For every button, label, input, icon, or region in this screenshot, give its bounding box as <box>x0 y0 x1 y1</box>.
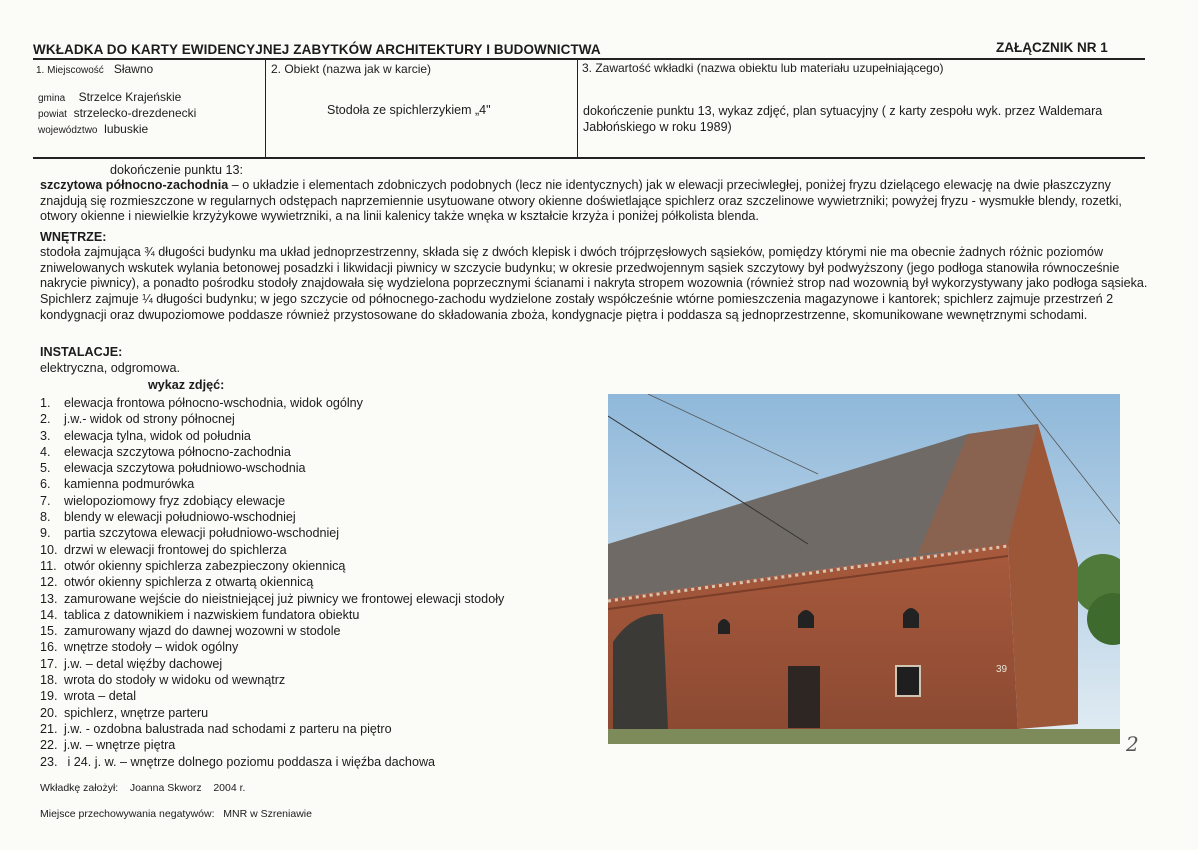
list-item-number: 1. <box>40 396 51 410</box>
table-top-rule <box>33 58 1145 60</box>
barn-illustration <box>608 394 1120 744</box>
section-installations-heading: INSTALACJE: <box>40 345 123 359</box>
list-item <box>40 525 504 541</box>
list-item-text: j.w. – detal więźby dachowej <box>64 656 223 671</box>
barn-photo <box>608 394 1120 744</box>
building-number: 39 <box>996 664 1008 675</box>
list-item-text: elewacja tylna, widok od południa <box>64 428 251 443</box>
list-item <box>40 428 504 444</box>
section-facade-text: – o układzie i elementach zdobniczych podobnych (lecz nie identycznych) jak w elewacji przeciwległej, poniżej fryzu dzielącego elewację na dwie płaszczyzny znajdują się rozmieszczone w regularnych odstępach naprzemiennie usytuowane otwory okienne doświetlające spichlerz oraz szczelinowe wywietrzniki; powyżej fryzu - wysmukłe blendy, rozetki, otwory okienne i niewielkie krzyżykowe wywietrzniki, a na linii kalenicy także wnęka w kształcie krzyża i poniżej półkolista blenda. <box>40 178 1122 224</box>
section-installations-text: elektryczna, odgromowa. <box>40 361 180 375</box>
list-item-text: elewacja frontowa północno-wschodnia, widok ogólny <box>64 396 363 410</box>
admin-units <box>38 90 196 138</box>
list-item-number: 12. <box>40 575 58 590</box>
object-value: Stodoła ze spichlerzykiem „4" <box>327 103 491 117</box>
list-item-number: 17. <box>40 656 58 671</box>
author-year: 2004 r. <box>213 782 246 794</box>
list-item <box>40 509 504 525</box>
storage-line <box>40 808 312 820</box>
list-item-text: j.w. - ozdobna balustrada nad schodami z parteru na piętro <box>64 721 392 736</box>
list-item <box>40 395 504 411</box>
list-item-number: 16. <box>40 640 58 655</box>
list-item <box>40 705 504 721</box>
locality-value: Sławno <box>113 62 154 76</box>
list-item <box>40 460 504 476</box>
content-value: dokończenie punktu 13, wykaz zdjęć, plan sytuacyjny ( z karty zespołu wyk. przez Waldemara Jabłońskiego w roku 1989) <box>583 104 1103 134</box>
author-label: Wkładkę założył: <box>40 782 119 794</box>
list-item <box>40 574 504 590</box>
list-item-number: 9. <box>40 526 51 541</box>
list-item <box>40 672 504 688</box>
photo-number-mark: 2 <box>1126 732 1139 756</box>
list-item-text: elewacja szczytowa północno-zachodnia <box>64 444 291 459</box>
list-item-number: 3. <box>40 428 51 443</box>
list-item-text: otwór okienny spichlerza zabezpieczony okiennicą <box>64 558 346 573</box>
list-item <box>40 444 504 460</box>
list-item-number: 15. <box>40 624 58 639</box>
list-item-number: 21. <box>40 721 58 736</box>
list-item <box>40 558 504 574</box>
table-bottom-rule <box>33 157 1145 159</box>
list-item <box>40 542 504 558</box>
list-item-text: j.w. – wnętrze piętra <box>64 738 176 753</box>
list-item <box>40 411 504 427</box>
author-line <box>40 782 245 794</box>
list-item-number: 8. <box>40 510 51 525</box>
list-item-text: otwór okienny spichlerza z otwartą okiennicą <box>64 575 314 590</box>
list-item-number: 5. <box>40 461 51 476</box>
list-item-number: 20. <box>40 705 58 720</box>
list-item <box>40 639 504 655</box>
locality-field <box>36 62 153 78</box>
list-item <box>40 607 504 623</box>
content-label: 3. Zawartość wkładki (nazwa obiektu lub materiału uzupełniającego) <box>582 61 944 75</box>
list-item <box>40 737 504 753</box>
list-item-text: zamurowany wjazd do dawnej wozowni w stodole <box>64 624 341 639</box>
list-item-number: 22. <box>40 738 58 753</box>
table-divider-1 <box>265 58 266 158</box>
section-interior-text: stodoła zajmująca ¾ długości budynku ma układ jednoprzestrzenny, składa się z dwóch klepisk i dwóch trójprzęsłowych sąsieków, pomiędzy którymi nie ma obecnie żadnych różnic poziomów zniwelowanych wskutek wylania betonowej posadzki i likwidacji piwnicy w szczycie budynku; w okresie przedwojennym sąsiek szczytowy był podwyższony (jego podłoga stanowiła równocześnie nakrycie piwnicy), a ponadto pośrodku stodoły znajdowała się wydzielona poprzecznymi ścianami i nakryta stropem wozownia (również strop nad wozownią był wykorzystywany jako podłoga sąsieka. Spichlerz zajmuje ¼ długości budynku; w jego szczycie od północnego-zachodu wydzielone zostały współcześnie wtórne pomieszczenia magazynowe i kantorek; spichlerz zajmuje przestrzeń 2 kondygnacji oraz dwupoziomowe poddasze również przystosowane do składowania zboża, kondygnacje piętra i poddasza są jednoprzestrzenne, skomunikowane wewnętrznymi schodami. <box>40 245 1148 322</box>
photo-list-heading: wykaz zdjęć: <box>148 378 225 392</box>
powiat-label: powiat <box>38 109 67 120</box>
list-item-number: 2. <box>40 412 51 427</box>
list-item-text: wrota do stodoły w widoku od wewnątrz <box>64 673 286 688</box>
document-title: WKŁADKA DO KARTY EWIDENCYJNEJ ZABYTKÓW ARCHITEKTURY I BUDOWNICTWA <box>33 42 601 57</box>
list-item-text: drzwi w elewacji frontowej do spichlerza <box>64 542 287 557</box>
list-item-number: 18. <box>40 673 58 688</box>
list-item-number: 6. <box>40 477 51 492</box>
list-item-number: 11. <box>40 558 57 573</box>
list-item <box>40 688 504 704</box>
section-interior-heading: WNĘTRZE: <box>40 230 107 244</box>
annex-label: ZAŁĄCZNIK NR 1 <box>996 40 1108 55</box>
voivodeship-label: województwo <box>38 125 98 136</box>
list-item-number: 10. <box>40 542 58 557</box>
gmina-label: gmina <box>38 93 66 104</box>
list-item <box>40 476 504 492</box>
list-item-text: kamienna podmurówka <box>64 477 195 492</box>
list-item <box>40 493 504 509</box>
list-item-number: 23. <box>40 754 58 769</box>
list-item-text: partia szczytowa elewacji południowo-wschodniej <box>64 526 340 541</box>
section-facade <box>40 178 1160 225</box>
table-divider-2 <box>577 58 578 158</box>
storage-value: MNR w Szreniawie <box>223 808 312 820</box>
powiat-value: strzelecko-drezdenecki <box>73 106 197 120</box>
list-item-number: 7. <box>40 493 51 508</box>
list-item-text: j.w.- widok od strony północnej <box>64 412 235 427</box>
list-item-text: tablica z datownikiem i nazwiskiem fundatora obiektu <box>64 607 360 622</box>
list-item <box>40 721 504 737</box>
photo-list <box>40 395 504 770</box>
list-item-text: wnętrze stodoły – widok ogólny <box>64 640 239 655</box>
voivodeship-value: lubuskie <box>104 122 149 136</box>
continuation-intro: dokończenie punktu 13: <box>110 163 244 177</box>
storage-label: Miejsce przechowywania negatywów: <box>40 808 215 820</box>
list-item <box>40 754 504 770</box>
locality-label: 1. Miejscowość <box>36 65 104 76</box>
object-label: 2. Obiekt (nazwa jak w karcie) <box>271 62 432 76</box>
list-item-number: 19. <box>40 689 58 704</box>
list-item-text: wrota – detal <box>64 689 137 704</box>
list-item <box>40 591 504 607</box>
list-item <box>40 656 504 672</box>
list-item-text: i 24. j. w. – wnętrze dolnego poziomu poddasza i więźba dachowa <box>64 754 436 769</box>
list-item-number: 14. <box>40 607 58 622</box>
list-item-text: zamurowane wejście do nieistniejącej już piwnicy we frontowej elewacji stodoły <box>64 591 505 606</box>
list-item-number: 4. <box>40 444 51 459</box>
list-item-text: wielopoziomowy fryz zdobiący elewacje <box>64 493 286 508</box>
list-item-text: spichlerz, wnętrze parteru <box>64 705 209 720</box>
list-item <box>40 623 504 639</box>
list-item-text: blendy w elewacji południowo-wschodniej <box>64 510 296 525</box>
section-facade-heading: szczytowa północno-zachodnia <box>40 178 229 192</box>
list-item-number: 13. <box>40 591 58 606</box>
author-name: Joanna Skworz <box>129 782 202 794</box>
list-item-text: elewacja szczytowa południowo-wschodnia <box>64 461 306 476</box>
gmina-value: Strzelce Krajeńskie <box>78 90 182 104</box>
